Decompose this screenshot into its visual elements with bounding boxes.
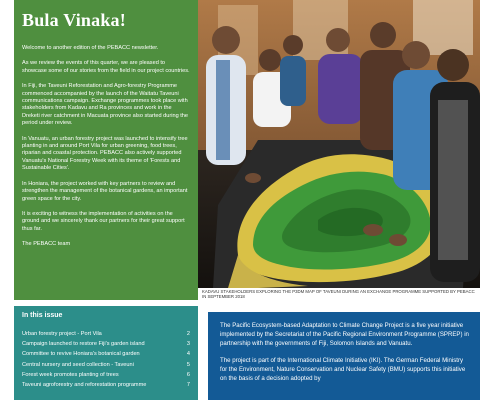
intro-paragraph: In Fiji, the Taveuni Reforestation and Agro-forestry Programme commenced accompanied by the launch of the Waitatu Taveuni communications campaign. Exchange programmes took place with stakeholders from Kadavu and Ra provinces and work in the Dreketi river catchment in Macuata province also started during the period under review. [22, 83, 189, 127]
contents-item[interactable]: Forest week promotes planting of trees 6 [22, 371, 190, 378]
intro-panel [14, 0, 198, 300]
contents-heading: In this issue [22, 312, 63, 319]
contents-item[interactable]: Committee to revive Honiara's botanical garden 4 [22, 351, 190, 358]
intro-paragraph: It is exciting to witness the implementation of activities on the ground and we sincerely thank our partners for their great support thus far. [22, 210, 185, 232]
photo-caption: KADAVU STAKEHOLDERS EXPLORING THE P3DM MAP OF TAVEUNI DURING AN EXCHANGE PROGRAMME SUPPORTED BY PEBACC IN SEPTEMBER 2018 [202, 289, 475, 299]
intro-paragraph: Welcome to another edition of the PEBACC newsletter. [22, 45, 159, 51]
intro-paragraph: In Honiara, the project worked with key partners to review and strengthen the management of the botanical gardens, an important green space for the city. [22, 180, 188, 202]
contents-list [22, 329, 190, 390]
contents-item[interactable]: Campaign launched to restore Fiji's garden island 3 [22, 341, 190, 348]
contents-item[interactable]: Taveuni agroforestry and reforestation programme 7 [22, 382, 190, 389]
cover-photo [198, 0, 480, 288]
contents-item[interactable]: Central nursery and seed collection - Taveuni 5 [22, 361, 190, 368]
about-paragraph: The Pacific Ecosystem-based Adaptation to Climate Change Project is a five year initiative implemented by the Secretariat of the Pacific Regional Environment Programme (SPREP) in partnership with the governments of Fiji, Solomon Islands and Vanuatu. [220, 322, 469, 347]
intro-paragraph: In Vanuatu, an urban forestry project was launched to intensify tree planting in and around Port Vila for urban greening, food trees, riparian and coastal protection. PEBACC also actively supported Vanuatu's National Forestry Week with its theme of 'Forests and Sustainable Cities'. [22, 135, 188, 172]
contents-item[interactable]: Urban forestry project - Port Vila 2 [22, 331, 190, 337]
intro-heading: Bula Vinaka! [22, 10, 126, 30]
intro-signature: The PEBACC team [22, 241, 71, 248]
about-paragraph: The project is part of the International Climate Initiative (IKI). The German Federal Ministry for the Environment, Nature Conservation and Nuclear Safety (BMU) supports this initiative on the basis of a decision adopted by [220, 356, 466, 382]
in-this-issue-box [14, 306, 198, 400]
intro-paragraph: As we review the events of this quarter, we are pleased to showcase some of our stories from the field in our project countries. [22, 60, 190, 74]
project-about-panel [208, 312, 480, 400]
map-exploration-illustration [198, 0, 480, 288]
